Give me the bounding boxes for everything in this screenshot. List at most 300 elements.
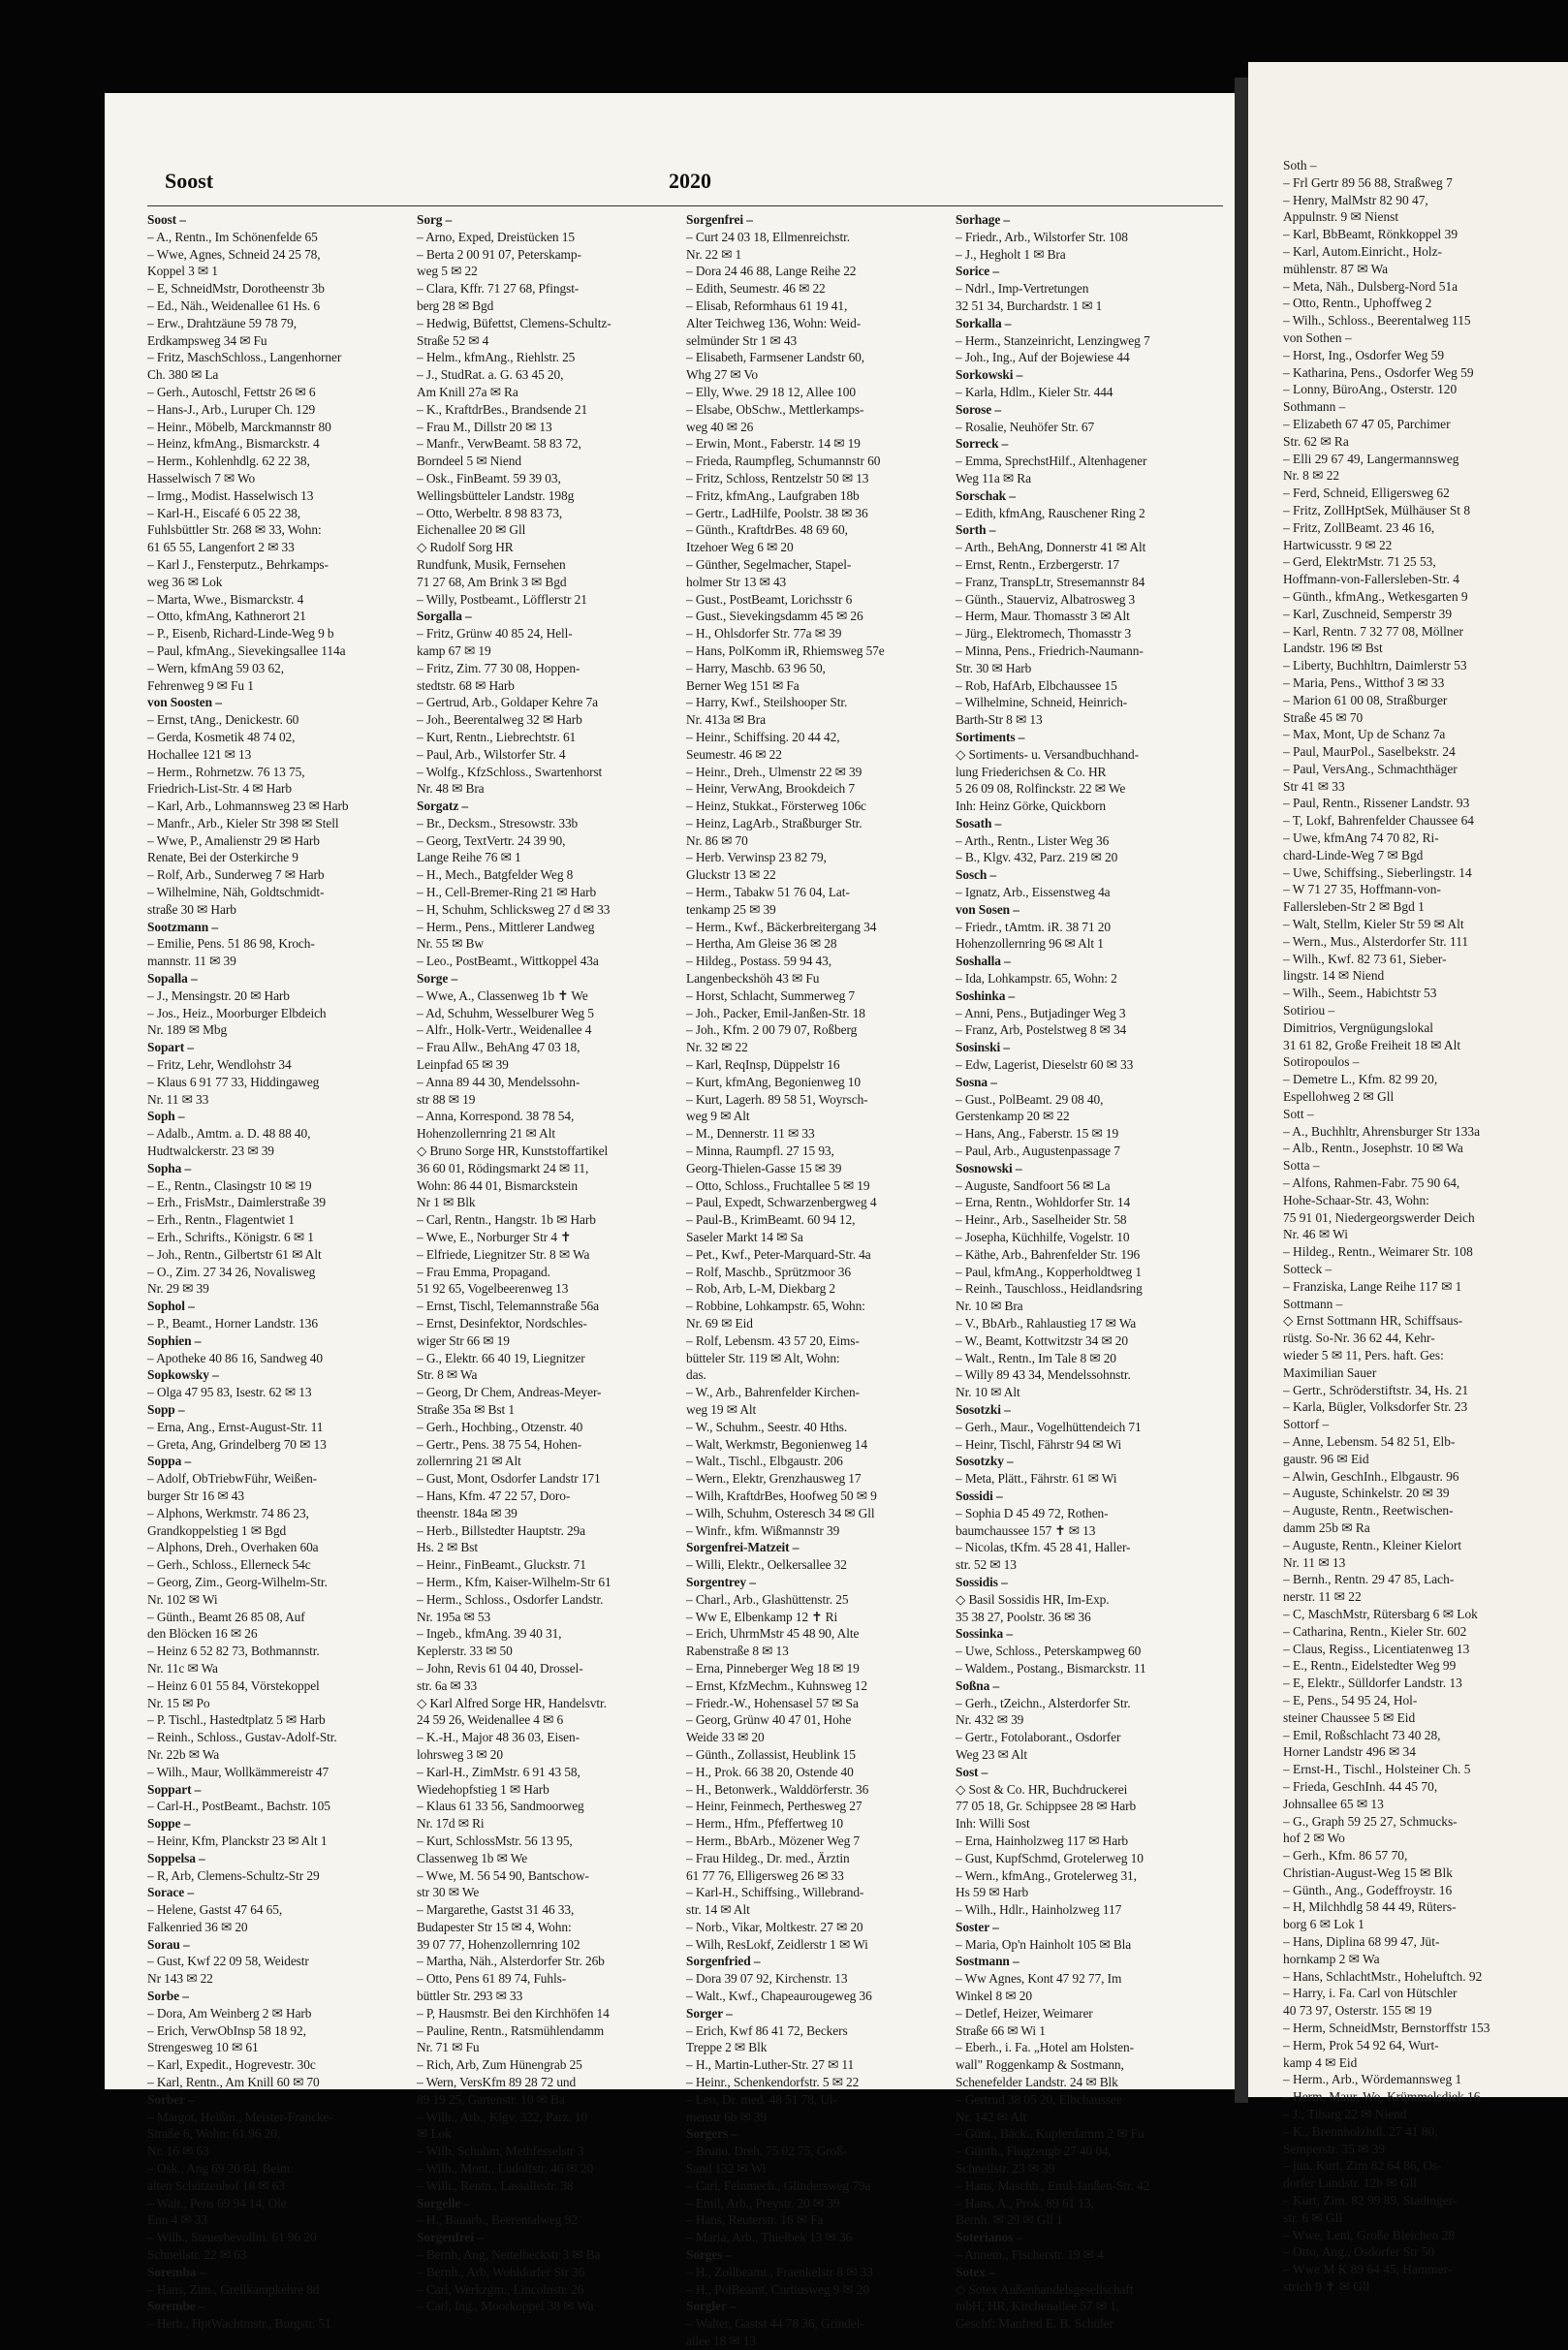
directory-entry-line: – Günth., KraftdrBes. 48 69 60, xyxy=(686,522,848,538)
directory-entry-line: – H., Betonwerk., Walddörferstr. 36 xyxy=(686,1781,869,1797)
directory-entry-line: – Frau Hildeg., Dr. med., Ärztin xyxy=(686,1850,850,1865)
directory-entry-line: Nr 1 ✉ Blk xyxy=(417,1195,476,1210)
directory-entry-line: Straße 6, Wohn: 61 96 20, xyxy=(147,2126,281,2142)
directory-entry-line: mannstr. 11 ✉ 39 xyxy=(147,954,236,969)
directory-entry-line: Sorge – xyxy=(417,971,458,987)
directory-entry-line: Sorges – xyxy=(686,2247,733,2263)
directory-entry-line: Inh: Willi Sost xyxy=(956,1816,1030,1832)
directory-entry-line: – Elisab, Reformhaus 61 19 41, xyxy=(686,298,848,313)
directory-entry-line: – Heinr., Schenkendorfstr. 5 ✉ 22 xyxy=(686,2075,860,2090)
next-page-entry-line: Semperstr. 35 ✉ 39 xyxy=(1283,2141,1385,2156)
next-page-entry-line: – Karla, Bügler, Volksdorfer Str. 23 xyxy=(1283,1399,1468,1415)
directory-entry-line: berg 28 ✉ Bgd xyxy=(417,298,494,313)
directory-entry-line: Classenweg 1b ✉ We xyxy=(417,1850,528,1865)
directory-entry-line: Nr. 55 ✉ Bw xyxy=(417,936,484,952)
directory-entry-line: – K., KraftdrBes., Brandsende 21 xyxy=(417,401,588,417)
directory-entry-line: – Wern, VersKfm 89 28 72 und xyxy=(417,2075,577,2090)
directory-entry-line: – Ernst, tAng., Denickestr. 60 xyxy=(147,712,299,728)
directory-entry-line: Sosotzky – xyxy=(956,1454,1014,1469)
next-page-entry-line: – Auguste, Rentn., Kleiner Kielort xyxy=(1283,1537,1462,1552)
directory-entry-line: – Herb. Verwinsp 23 82 79, xyxy=(686,850,827,865)
directory-entry-line: – Walt, Werkmstr, Begonienweg 14 xyxy=(686,1436,867,1452)
directory-entry-line: Itzehoer Weg 6 ✉ 20 xyxy=(686,540,794,555)
directory-entry-line: – Frau Emma, Propagand. xyxy=(417,1264,550,1279)
next-page-entry-line: Soth – xyxy=(1283,158,1317,172)
directory-entry-line: Sorgentrey – xyxy=(686,1574,756,1589)
directory-entry-line: Nr. 413a ✉ Bra xyxy=(686,712,766,728)
next-page-entry-line: – Alwin, GeschInh., Elbgaustr. 96 xyxy=(1283,1468,1459,1484)
directory-entry-line: Nr. 11 ✉ 33 xyxy=(147,1091,209,1107)
directory-entry-line: Nr. 48 ✉ Bra xyxy=(417,781,485,797)
directory-entry-line: Soppa – xyxy=(147,1454,192,1469)
next-page-entry-line: – Frl Gertr 89 56 88, Straßweg 7 xyxy=(1283,174,1453,190)
directory-entry-line: – Herm., Pens., Mittlerer Landweg xyxy=(417,919,595,934)
directory-entry-line: – Maria, Arb., Thielbek 13 ✉ 36 xyxy=(686,2230,853,2245)
directory-entry-line: Hohenzollernring 21 ✉ Alt xyxy=(417,1126,555,1142)
directory-entry-line: – W., Arb., Bahrenfelder Kirchen- xyxy=(686,1385,860,1400)
directory-entry-line: – Wern, kfmAng 59 03 62, xyxy=(147,660,284,675)
directory-entry-line: – Gertrud 38 05 20, Elbchaussee xyxy=(956,2091,1122,2107)
next-page-entry-line: – Henry, MalMstr 82 90 47, xyxy=(1283,192,1428,207)
directory-entry-line: – Walt., Kwf., Chapeaurougeweg 36 xyxy=(686,1989,872,2004)
directory-entry-line: Soost – xyxy=(147,212,186,227)
directory-entry-line: – H., Prok. 66 38 20, Ostende 40 xyxy=(686,1764,854,1779)
next-page-entry-line: – Ferd, Schneid, Elligersweg 62 xyxy=(1283,486,1450,501)
directory-entry-line: – Paul, Arb., Wilstorfer Str. 4 xyxy=(417,746,566,762)
directory-entry-line: – Joh., Rentn., Gilbertstr 61 ✉ Alt xyxy=(147,1246,322,1262)
directory-entry-line: str 88 ✉ 19 xyxy=(417,1091,476,1107)
directory-entry-line: theenstr. 184a ✉ 39 xyxy=(417,1505,517,1520)
directory-entry-line: str 30 ✉ We xyxy=(417,1885,480,1900)
directory-entry-line: Geschf: Manfred E. B. Schüler xyxy=(956,2316,1113,2332)
directory-entry-line: – Ernst, Tischl, Telemannstraße 56a xyxy=(417,1299,599,1314)
directory-entry-line: – Arth., BehAng, Donnerstr 41 ✉ Alt xyxy=(956,540,1146,555)
directory-entry-line: – Ww Agnes, Kont 47 92 77, Im xyxy=(956,1971,1122,1987)
next-page-entry-line: – Harry, i. Fa. Carl von Hütschler xyxy=(1283,1986,1458,2001)
next-page-entry-line: wieder 5 ✉ 11, Pers. haft. Ges: xyxy=(1283,1347,1444,1363)
directory-entry-line: – Pauline, Rentn., Ratsmühlendamm xyxy=(417,2022,605,2038)
directory-entry-line: – Berta 2 00 91 07, Peterskamp- xyxy=(417,246,581,262)
directory-entry-line: – Horst, Schlacht, Summerweg 7 xyxy=(686,987,856,1003)
directory-entry-line: burger Str 16 ✉ 43 xyxy=(147,1488,244,1503)
next-page-entry-line: – Fritz, ZollBeamt. 23 46 16, xyxy=(1283,519,1435,535)
directory-entry-line: – Waldem., Postang., Bismarckstr. 11 xyxy=(956,1660,1146,1676)
directory-entry-line: – Herm., Stanzeinricht, Lenzingweg 7 xyxy=(956,332,1150,348)
directory-entry-line: Sophien – xyxy=(147,1332,202,1348)
next-page-entry-line: – Wilh., Kwf. 82 73 61, Sieber- xyxy=(1283,951,1447,966)
directory-entry-line: – Frieda, Raumpfleg, Schumannstr 60 xyxy=(686,454,881,469)
directory-entry-line: – Carl, Feinmech., Glindersweg 79a xyxy=(686,2178,871,2193)
directory-entry-line: – Heinr., Dreh., Ulmenstr 22 ✉ 39 xyxy=(686,764,862,779)
directory-entry-line: von Sosen – xyxy=(956,901,1019,917)
next-page-entry-line: – Paul, MaurPol., Saselbekstr. 24 xyxy=(1283,744,1456,760)
directory-entry-line: – Joh., Ing., Auf der Bojewiese 44 xyxy=(956,350,1130,365)
directory-entry-line: – Hans, Kfm. 47 22 57, Doro- xyxy=(417,1488,571,1503)
next-page-entry-line: – Maria, Pens., Witthof 3 ✉ 33 xyxy=(1283,674,1445,690)
directory-entry-line: Eichenallee 20 ✉ Gll xyxy=(417,522,526,538)
next-page-entry-line: Sott – xyxy=(1283,1106,1314,1121)
directory-entry-line: – Reinh., Schloss., Gustav-Adolf-Str. xyxy=(147,1730,337,1745)
directory-entry-line: – Karl, Arb., Lohmannsweg 23 ✉ Harb xyxy=(147,799,349,814)
next-page-entry-line: 75 91 01, Niedergeorgswerder Deich xyxy=(1283,1209,1475,1225)
directory-entry-line: – J., StudRat. a. G. 63 45 20, xyxy=(417,367,564,383)
directory-entry-line: Sosna – xyxy=(956,1074,997,1089)
directory-entry-line: – Wolfg., KfzSchloss., Swartenhorst xyxy=(417,764,603,779)
directory-entry-line: – Herm., Schloss., Osdorfer Landstr. xyxy=(417,1591,604,1607)
directory-entry-line: – Rolf, Maschb., Sprützmoor 36 xyxy=(686,1264,851,1279)
directory-entry-line: – Willy, Postbeamt., Löfflerstr 21 xyxy=(417,591,587,607)
directory-entry-line: – Wwe, Agnes, Schneid 24 25 78, xyxy=(147,246,321,262)
directory-entry-line: – Gerh., Maur., Vogelhüttendeich 71 xyxy=(956,1419,1142,1434)
directory-entry-line: – Margot, Heißm., Meister-Francke- xyxy=(147,2109,333,2124)
directory-entry-line: Sorgatz – xyxy=(417,799,469,814)
directory-entry-line: mbH, HR, Kirchenallee 57 ✉ 1, xyxy=(956,2299,1119,2314)
next-page-entry-line: dorfer Landstr. 12b ✉ Gll xyxy=(1283,2176,1418,2191)
directory-entry-line: – W., Beamt, Kottwitzstr 34 ✉ 20 xyxy=(956,1332,1128,1348)
directory-entry-line: – Herm., Kohlenhdlg. 62 22 38, xyxy=(147,454,310,469)
directory-entry-line: – Adalb., Amtm. a. D. 48 88 40, xyxy=(147,1126,311,1142)
next-page-entry-line: – Hans, SchlachtMstr., Hoheluftch. 92 xyxy=(1283,1968,1483,1984)
next-page-entry-line: – Otto, Rentn., Uphoffweg 2 xyxy=(1283,296,1432,311)
directory-entry-line: – Wilh., Mont., Ludolfstr. 46 ✉ 20 xyxy=(417,2161,594,2177)
directory-entry-line: – Wwe, A., Classenweg 1b ✝ We xyxy=(417,987,588,1003)
directory-entry-line: – Helene, Gastst 47 64 65, xyxy=(147,1902,283,1918)
next-page-entry-line: – Uwe, Schiffsing., Sieberlingstr. 14 xyxy=(1283,864,1472,880)
directory-entry-line: – Fritz, Lehr, Wendlohstr 34 xyxy=(147,1057,292,1073)
directory-entry-line: weg 5 ✉ 22 xyxy=(417,264,478,279)
next-page-entry-line: – Wilh., Schloss., Beerentalweg 115 xyxy=(1283,313,1471,329)
directory-entry-line: – Wwe, P., Amalienstr 29 ✉ Harb xyxy=(147,832,320,848)
next-page-entry-line: rüstg. So-Nr. 36 62 44, Kehr- xyxy=(1283,1331,1435,1346)
directory-entry-line: – Olga 47 95 83, Isestr. 62 ✉ 13 xyxy=(147,1385,312,1400)
directory-entry-line: – Paul-B., KrimBeamt. 60 94 12, xyxy=(686,1212,856,1228)
book-spine xyxy=(1235,78,1248,2103)
directory-entry-line: – H., Cell-Bremer-Ring 21 ✉ Harb xyxy=(417,885,597,900)
directory-entry-line: – Günt., Bäck., Kupferdamm 2 ✉ Fu xyxy=(956,2126,1145,2142)
directory-entry-line: – Hans, Reuterstr. 16 ✉ Fa xyxy=(686,2212,824,2228)
directory-entry-line: – Willi, Elektr., Oelkersallee 32 xyxy=(686,1557,847,1573)
directory-entry-line: – Rolf, Lebensm. 43 57 20, Eims- xyxy=(686,1332,860,1348)
directory-entry-line: Str. 30 ✉ Harb xyxy=(956,660,1032,675)
directory-entry-line: Sorice – xyxy=(956,264,999,279)
directory-entry-line: weg 40 ✉ 26 xyxy=(686,419,754,434)
directory-entry-line: – Heinr., Schiffsing. 20 44 42, xyxy=(686,729,840,744)
directory-entry-line: holmer Str 13 ✉ 43 xyxy=(686,574,787,589)
directory-entry-line: – Wilh., Arb., Klgv. 322, Parz. 10 xyxy=(417,2109,588,2124)
next-page-entry-line: Straße 45 ✉ 70 xyxy=(1283,709,1364,725)
directory-entry-line: – Friedr., Arb., Wilstorfer Str. 108 xyxy=(956,229,1128,244)
directory-entry-line: – Jürg., Elektromech, Thomasstr 3 xyxy=(956,626,1132,642)
directory-entry-line: – Otto, Werbeltr. 8 98 83 73, xyxy=(417,505,563,520)
next-page-entry-line: – Elizabeth 67 47 05, Parchimer xyxy=(1283,416,1451,431)
directory-entry-line: – E., Rentn., Clasingstr 10 ✉ 19 xyxy=(147,1177,312,1193)
next-page-entry-line: – H, Milchhdlg 58 44 49, Rüters- xyxy=(1283,1899,1457,1915)
directory-entry-line: – Edw, Lagerist, Dieselstr 60 ✉ 33 xyxy=(956,1057,1134,1073)
directory-entry-line: – Carl, Rentn., Hangstr. 1b ✉ Harb xyxy=(417,1212,596,1228)
directory-entry-line: den Blöcken 16 ✉ 26 xyxy=(147,1626,258,1642)
directory-entry-line: – Kurt, Lagerh. 89 58 51, Woyrsch- xyxy=(686,1091,868,1107)
directory-entry-line: Sorbe – xyxy=(147,1989,189,2004)
running-head: Soost xyxy=(165,169,214,193)
header-rule xyxy=(147,205,1223,206)
directory-entry-line: – Minna, Pens., Friedrich-Naumann- xyxy=(956,642,1144,658)
directory-entry-line: – Günther, Segelmacher, Stapel- xyxy=(686,556,852,572)
directory-entry-line: – Ernst, Rentn., Erzbergerstr. 17 xyxy=(956,556,1120,572)
directory-entry-line: – Rob, Arb, L-M, Diekbarg 2 xyxy=(686,1281,836,1297)
next-page-entry-line: Nr. 11 ✉ 13 xyxy=(1283,1554,1346,1570)
next-page-entry-line: – Max, Mont, Up de Schanz 7a xyxy=(1283,727,1446,742)
directory-entry-line: – Br., Decksm., Stresowstr. 33b xyxy=(417,815,579,830)
directory-entry-line: – Klaus 6 91 77 33, Hiddingaweg xyxy=(147,1074,320,1089)
directory-entry-line: – Curt 24 03 18, Ellmenreichstr. xyxy=(686,229,850,244)
directory-entry-line: – Gerh., Autoschl, Fettstr 26 ✉ 6 xyxy=(147,384,316,399)
directory-entry-line: ◇ Karl Alfred Sorge HR, Handelsvtr. xyxy=(417,1695,607,1710)
next-page-entry-line: – G., Graph 59 25 27, Schmucks- xyxy=(1283,1813,1458,1829)
directory-entry-line: – Margarethe, Gastst 31 46 33, xyxy=(417,1902,575,1918)
next-page-entry-line: – Günth., Ang., Godeffroystr. 16 xyxy=(1283,1882,1453,1897)
directory-entry-line: – Hans-J., Arb., Luruper Ch. 129 xyxy=(147,401,316,417)
next-page-entry-line: Landstr. 196 ✉ Bst xyxy=(1283,641,1383,656)
directory-entry-line: Keplerstr. 33 ✉ 50 xyxy=(417,1644,513,1659)
directory-entry-line: – Paul, Arb., Augustenpassage 7 xyxy=(956,1144,1120,1159)
directory-entry-line: – Karl J., Fensterputz., Behrkamps- xyxy=(147,556,329,572)
directory-entry-line: – Harry, Kwf., Steilshooper Str. xyxy=(686,695,848,710)
directory-entry-line: – Heinr., Möbelb, Marckmannstr 80 xyxy=(147,419,331,434)
directory-entry-line: Weide 33 ✉ 20 xyxy=(686,1730,765,1745)
directory-entry-line: – Dora 24 46 88, Lange Reihe 22 xyxy=(686,264,857,279)
directory-entry-line: – Herm., Tabakw 51 76 04, Lat- xyxy=(686,885,850,900)
directory-entry-line: – Walt., Pens 69 94 14, Ole xyxy=(147,2195,287,2210)
directory-entry-line: Sotex – xyxy=(956,2264,995,2279)
directory-entry-line: – Jos., Heiz., Moorburger Elbdeich xyxy=(147,1005,327,1020)
directory-entry-line: Sorgler – xyxy=(686,2299,737,2314)
directory-entry-line: Koppel 3 ✉ 1 xyxy=(147,264,218,279)
directory-entry-line: Budapester Str 15 ✉ 4, Wohn: xyxy=(417,1919,572,1934)
directory-entry-line: 51 92 65, Vogelbeerenweg 13 xyxy=(417,1281,569,1297)
directory-entry-line: Sossinka – xyxy=(956,1626,1013,1642)
directory-entry-line: das. xyxy=(686,1367,706,1383)
next-page-entry-line: – Uwe, kfmAng 74 70 82, Ri- xyxy=(1283,830,1439,846)
directory-entry-line: – Heinz, kfmAng., Bismarckstr. 4 xyxy=(147,436,320,452)
next-page-entry-line: von Sothen – xyxy=(1283,329,1352,345)
directory-entry-line: – H., Zollbeamt., Fraenkelstr 8 ✉ 33 xyxy=(686,2264,873,2279)
directory-entry-line: bütteler Str. 119 ✉ Alt, Wohn: xyxy=(686,1350,840,1365)
directory-entry-line: Nr. 15 ✉ Po xyxy=(147,1695,210,1710)
directory-entry-line: – Charl., Arb., Glashüttenstr. 25 xyxy=(686,1591,849,1607)
directory-entry-line: Nr. 86 ✉ 70 xyxy=(686,832,748,848)
directory-entry-line: allee 18 ✉ 13 xyxy=(686,2334,757,2349)
directory-entry-line: – Robbine, Lohkampstr. 65, Wohn: xyxy=(686,1299,865,1314)
directory-entry-line: – Heinr., FinBeamt., Gluckstr. 71 xyxy=(417,1557,586,1573)
directory-entry-line: alten Schützenhof 18 ✉ 63 xyxy=(147,2178,285,2193)
directory-entry-line: Sorkowski – xyxy=(956,367,1023,383)
directory-entry-line: menstr 6b ✉ 39 xyxy=(686,2109,768,2124)
directory-entry-line: – Fritz, MaschSchloss., Langenhorner xyxy=(147,350,342,365)
directory-entry-line: – Adolf, ObTriebwFühr, Weißen- xyxy=(147,1471,318,1487)
next-page-entry-line: – Anne, Lebensm. 54 82 51, Elb- xyxy=(1283,1433,1456,1449)
directory-entry-line: – Gust., PolBeamt. 29 08 40, xyxy=(956,1091,1104,1107)
next-page-entry-line: kamp 4 ✉ Eid xyxy=(1283,2054,1358,2070)
directory-entry-line: – Karl, ReqInsp, Düppelstr 16 xyxy=(686,1057,840,1073)
next-page-entry-line: – Kurt, Zim. 82 99 89, Stadinger- xyxy=(1283,2193,1458,2209)
next-page-entry-line: Johnsallee 65 ✉ 13 xyxy=(1283,1796,1384,1811)
next-page-entry-line: Christian-August-Weg 15 ✉ Blk xyxy=(1283,1864,1453,1880)
directory-entry-line: Sopalla – xyxy=(147,971,198,987)
directory-entry-line: Lange Reihe 76 ✉ 1 xyxy=(417,850,521,865)
directory-entry-line: – O., Zim. 27 34 26, Novalisweg xyxy=(147,1264,316,1279)
directory-entry-line: – Erh., Rentn., Flagentwiet 1 xyxy=(147,1212,295,1228)
next-page-entry-line: – E, Pens., 54 95 24, Hol- xyxy=(1283,1692,1418,1708)
directory-entry-line: Nr. 142 ✉ Alt xyxy=(956,2109,1027,2124)
directory-entry-line: Soremba – xyxy=(147,2264,206,2279)
directory-entry-line: Falkenried 36 ✉ 20 xyxy=(147,1919,248,1934)
directory-entry-line: – Rich, Arb, Zum Hünengrab 25 xyxy=(417,2057,582,2073)
directory-entry-line: Sorose – xyxy=(956,401,1001,417)
next-page-entry-line: – Herm, Prok 54 92 64, Wurt- xyxy=(1283,2037,1439,2052)
next-page-entry-line: Sotteck – xyxy=(1283,1262,1333,1276)
directory-entry-line: – Wilh., Steuerbevollm. 61 96 20 xyxy=(147,2230,317,2245)
directory-entry-line: – Herm., Kwf., Bäckerbreitergang 34 xyxy=(686,919,877,934)
directory-entry-line: – Wilh, ResLokf, Zeidlerstr 1 ✉ Wi xyxy=(686,1936,868,1952)
directory-entry-line: – Carl, Ing., Moorkoppel 38 ✉ Wa xyxy=(417,2299,594,2314)
directory-entry-line: – Alphons, Werkmstr. 74 86 23, xyxy=(147,1505,309,1520)
directory-entry-line: – Walter, Gastst 44 78 36, Grindel- xyxy=(686,2316,864,2332)
directory-entry-line: Nr. 10 ✉ Alt xyxy=(956,1385,1020,1400)
directory-entry-line: Alter Teichweg 136, Wohn: Weid- xyxy=(686,315,862,330)
directory-entry-line: Nr. 16 ✉ 63 xyxy=(147,2144,209,2159)
directory-entry-line: – Heinz 6 52 82 73, Bothmannstr. xyxy=(147,1644,320,1659)
directory-entry-line: – Emilie, Pens. 51 86 98, Kroch- xyxy=(147,936,315,952)
directory-entry-line: – Wilh, Schuhm, Methfesselstr 3 xyxy=(417,2144,584,2159)
directory-entry-line: – Dora, Am Weinberg 2 ✉ Harb xyxy=(147,2005,312,2021)
directory-entry-line: – Sophia D 45 49 72, Rothen- xyxy=(956,1505,1109,1520)
directory-entry-line: Sorth – xyxy=(956,522,996,538)
directory-entry-line: Sorber – xyxy=(147,2091,195,2107)
next-page-entry-line: gaustr. 96 ✉ Eid xyxy=(1283,1451,1369,1466)
next-page-entry-line: – Wilh., Seem., Habichtstr 53 xyxy=(1283,986,1437,1001)
next-page-entry-line: – Karl, Autom.Einricht., Holz- xyxy=(1283,243,1443,259)
directory-entry-line: – Anna, Korrespond. 38 78 54, xyxy=(417,1109,575,1124)
directory-entry-line: – Walt., Rentn., Im Tale 8 ✉ 20 xyxy=(956,1350,1116,1365)
directory-entry-line: str. 52 ✉ 13 xyxy=(956,1557,1017,1573)
next-page-entry-line: – Fritz, ZollHptSek, Mülhäuser St 8 xyxy=(1283,502,1471,517)
directory-entry-line: ◇ Sotex Außenhandelsgesellschaft xyxy=(956,2281,1134,2297)
directory-entry-line: – Gertr., Fotolaborant., Osdorfer xyxy=(956,1730,1121,1745)
directory-entry-line: Sorgenfrei – xyxy=(686,212,753,227)
directory-entry-line: Nr. 189 ✉ Mbg xyxy=(147,1022,228,1038)
directory-entry-line: – Heinr, Kfm, Planckstr 23 ✉ Alt 1 xyxy=(147,1833,328,1848)
next-page-entry-line: Hohe-Schaar-Str. 43, Wohn: xyxy=(1283,1192,1429,1207)
next-page-entry-line: Espellohweg 2 ✉ Gll xyxy=(1283,1089,1395,1105)
directory-entry-line: – Gerh., Hochbing., Otzenstr. 40 xyxy=(417,1419,583,1434)
next-page-entry-line: – Emil, Roßschlacht 73 40 28, xyxy=(1283,1727,1441,1742)
directory-entry-line: – H, Schuhm, Schlicksweg 27 d ✉ 33 xyxy=(417,901,611,917)
directory-entry-line: Sorau – xyxy=(147,1936,190,1952)
directory-entry-line: – A., Rentn., Im Schönenfelde 65 xyxy=(147,229,318,244)
directory-entry-line: stedtstr. 68 ✉ Harb xyxy=(417,677,515,693)
next-page-entry-line: – Alfons, Rahmen-Fabr. 75 90 64, xyxy=(1283,1175,1460,1191)
directory-entry-line: – John, Revis 61 04 40, Drossel- xyxy=(417,1660,583,1676)
directory-entry-line: Nr. 32 ✉ 22 xyxy=(686,1040,748,1055)
directory-entry-line: – Rob, HafArb, Elbchaussee 15 xyxy=(956,677,1117,693)
next-page-entry-line: lingstr. 14 ✉ Niend xyxy=(1283,968,1385,984)
directory-entry-line: – Herb., HptWachtmstr., Burgstr. 51 xyxy=(147,2316,331,2332)
directory-entry-line: Soßna – xyxy=(956,1677,1000,1693)
directory-page xyxy=(105,93,1235,2349)
directory-entry-line: – Heinz, Stukkat., Försterweg 106c xyxy=(686,799,866,814)
directory-entry-line: Nr 143 ✉ 22 xyxy=(147,1971,213,1987)
directory-entry-line: – Dora 39 07 92, Kirchenstr. 13 xyxy=(686,1971,848,1987)
next-page-entry-line: – Marion 61 00 08, Straßburger xyxy=(1283,692,1448,707)
directory-entry-line: – Arth., Rentn., Lister Weg 36 xyxy=(956,832,1110,848)
directory-entry-line: – Herm., Hfm., Pfeffertweg 10 xyxy=(686,1816,843,1832)
directory-entry-line: – H., PolBeamt, Curtiusweg 9 ✉ 20 xyxy=(686,2281,870,2297)
next-page-entry-line: – Herm., Arb., Wördemannsweg 1 xyxy=(1283,2072,1462,2087)
directory-entry-line: – Bruno, Dreh. 75 02 75, Groß- xyxy=(686,2144,848,2159)
next-page-entry-line: – Gertr., Schröderstiftstr. 34, Hs. 21 xyxy=(1283,1382,1469,1397)
directory-entry-line: – Georg, Dr Chem, Andreas-Meyer- xyxy=(417,1385,602,1400)
directory-entry-line: – Günth., Stauerviz, Albatrosweg 3 xyxy=(956,591,1136,607)
directory-entry-line: Nr. 69 ✉ Eid xyxy=(686,1316,753,1331)
directory-entry-line: Wohn: 86 44 01, Bismarckstein xyxy=(417,1177,578,1193)
directory-entry-line: 24 59 26, Weidenallee 4 ✉ 6 xyxy=(417,1712,564,1728)
next-page-entry-line: – Herm, Maur, Wo, Krümmelsdiek 16 xyxy=(1283,2089,1481,2105)
next-page-entry-line: – J., Tibarg 22 ✉ Niend xyxy=(1283,2107,1407,2122)
directory-entry-line: wiger Str 66 ✉ 19 xyxy=(417,1332,510,1348)
directory-entry-line: – Karl-H., Eiscafé 6 05 22 38, xyxy=(147,505,301,520)
directory-entry-line: – Gust, Mont, Osdorfer Landstr 171 xyxy=(417,1471,601,1487)
directory-entry-line: 36 60 01, Rödingsmarkt 24 ✉ 11, xyxy=(417,1160,589,1175)
next-page-entry-line: – Günth., kfmAng., Wetkesgarten 9 xyxy=(1283,588,1468,604)
directory-entry-line: – Hedwig, Büfettst, Clemens-Schultz- xyxy=(417,315,612,330)
directory-entry-line: – Erh., FrisMstr., Daimlerstraße 39 xyxy=(147,1195,326,1210)
directory-entry-line: – Hertha, Am Gleise 36 ✉ 28 xyxy=(686,936,837,952)
next-page-entry-line: – Alb., Rentn., Josephstr. 10 ✉ Wa xyxy=(1283,1141,1463,1156)
directory-entry-line: Hochallee 121 ✉ 13 xyxy=(147,746,252,762)
directory-entry-line: Sopkowsky – xyxy=(147,1367,219,1383)
next-page-entry-line: – Horst, Ing., Osdorfer Weg 59 xyxy=(1283,347,1445,362)
directory-entry-line: 32 51 34, Burchardstr. 1 ✉ 1 xyxy=(956,298,1103,313)
next-page-entry-line: – Frieda, GeschInh. 44 45 70, xyxy=(1283,1778,1438,1794)
directory-entry-line: straße 30 ✉ Harb xyxy=(147,901,236,917)
directory-entry-line: 89 19 25, Gartenstr. 10 ✉ Ba xyxy=(417,2091,565,2107)
directory-entry-line: Sostmann – xyxy=(956,1954,1019,1969)
next-page-entry-line: – C, MaschMstr, Rütersbarg 6 ✉ Lok xyxy=(1283,1606,1478,1621)
next-page-entry-line: Hartwicusstr. 9 ✉ 22 xyxy=(1283,537,1393,552)
directory-entry-line: – Georg, Zim., Georg-Wilhelm-Str. xyxy=(147,1574,328,1589)
directory-entry-line: Soster – xyxy=(956,1919,999,1934)
directory-entry-line: – Leo., PostBeamt., Wittkoppel 43a xyxy=(417,954,599,969)
directory-entry-line: Sorschak – xyxy=(956,487,1016,503)
directory-entry-line: – Rolf, Arb., Sunderweg 7 ✉ Harb xyxy=(147,867,325,883)
next-page-entry-line: – Walt, Stellm, Kieler Str 59 ✉ Alt xyxy=(1283,917,1464,932)
directory-entry-line: ✉ Lok xyxy=(417,2126,452,2142)
next-page-entry-line: – T, Lokf, Bahrenfelder Chaussee 64 xyxy=(1283,813,1474,829)
directory-entry-line: – Wern., kfmAng., Grotelerweg 31, xyxy=(956,1867,1137,1883)
directory-entry-line: – Gust., PostBeamt, Lorichsstr 6 xyxy=(686,591,853,607)
directory-entry-line: – E, SchneidMstr, Dorotheenstr 3b xyxy=(147,281,325,297)
directory-entry-line: – Uwe, Schloss., Peterskampweg 60 xyxy=(956,1644,1142,1659)
directory-entry-line: Sorace – xyxy=(147,1885,194,1900)
directory-entry-line: kamp 67 ✉ 19 xyxy=(417,642,491,658)
directory-entry-line: Rabenstraße 8 ✉ 13 xyxy=(686,1644,789,1659)
next-page-entry-line: nerstr. 11 ✉ 22 xyxy=(1283,1589,1362,1605)
directory-entry-line: – Heinz, LagArb., Straßburger Str. xyxy=(686,815,862,830)
directory-entry-line: Grandkoppelstieg 1 ✉ Bgd xyxy=(147,1522,287,1538)
directory-entry-line: Erdkampsweg 34 ✉ Fu xyxy=(147,332,267,348)
directory-entry-line: – Bernh, Ang, Nettelbeckstr 3 ✉ Ba xyxy=(417,2247,601,2263)
directory-entry-line: – Marta, Wwe., Bismarckstr. 4 xyxy=(147,591,304,607)
